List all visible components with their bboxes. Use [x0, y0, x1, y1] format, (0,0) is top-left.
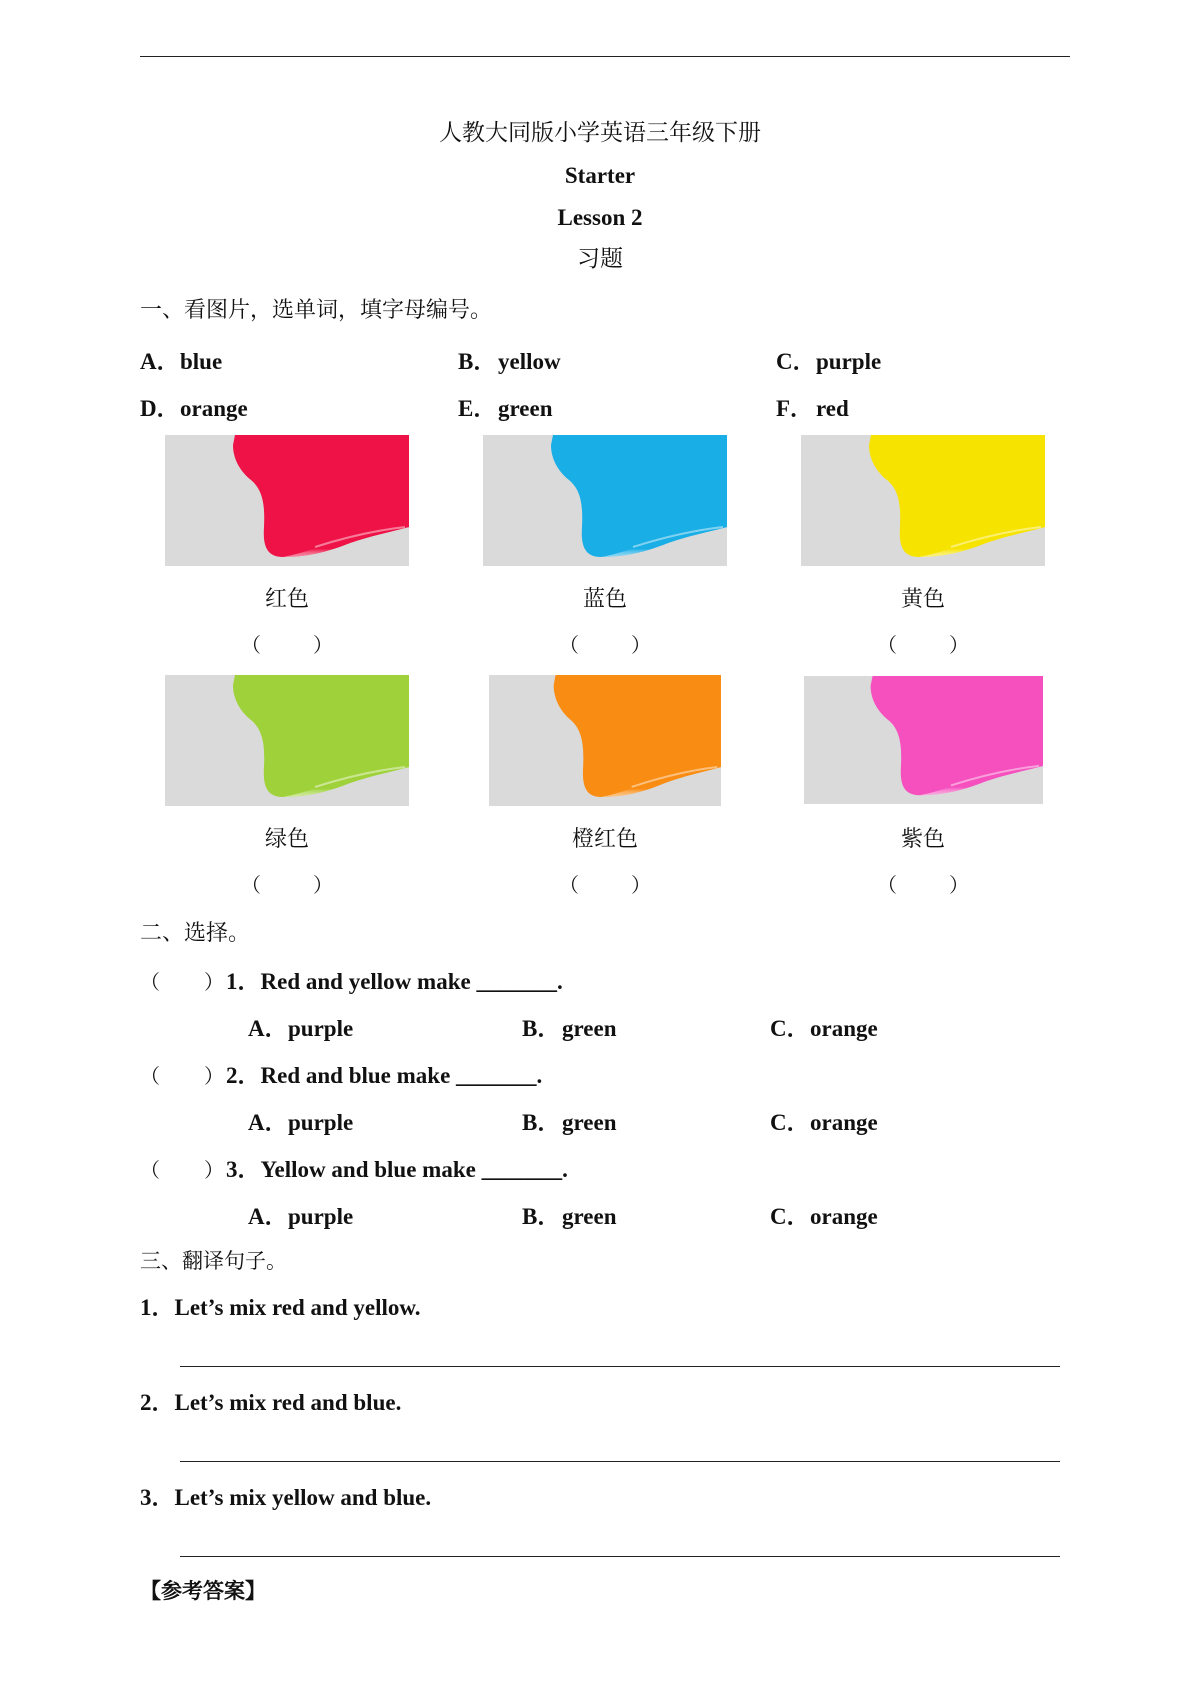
paint-swatch-red: [165, 435, 409, 566]
swatch-caption-blue: 蓝色: [582, 587, 627, 612]
answer-line[interactable]: [180, 1461, 1060, 1462]
translate-sentence-3: 3．Let’s mix yellow and blue.: [140, 1485, 432, 1510]
q2-choice-c: C．orange: [770, 1110, 878, 1135]
q3-choice-b: B．green: [522, 1204, 617, 1229]
lesson-title: Lesson 2: [557, 205, 643, 230]
answer-blank[interactable]: （ ）: [877, 873, 969, 897]
paint-swatch-green: [165, 675, 409, 806]
option-f: F． red: [776, 396, 849, 421]
paint-swatch-blue: [483, 435, 727, 566]
answer-blank[interactable]: （ ）: [140, 1158, 224, 1182]
answer-blank[interactable]: （ ）: [140, 970, 224, 994]
section3-heading: 三、翻译句子。: [140, 1249, 287, 1273]
top-rule: [140, 56, 1070, 57]
translate-sentence-2: 2．Let’s mix red and blue.: [140, 1390, 402, 1415]
answer-line[interactable]: [180, 1366, 1060, 1367]
unit-title: Starter: [564, 163, 636, 188]
answer-key-heading: 【参考答案】: [140, 1578, 266, 1603]
swatch-caption-orange: 橙红色: [571, 827, 638, 852]
q1-choice-c: C．orange: [770, 1016, 878, 1041]
translate-sentence-1: 1．Let’s mix red and yellow.: [140, 1295, 421, 1320]
answer-line[interactable]: [180, 1556, 1060, 1557]
answer-blank[interactable]: （ ）: [559, 633, 651, 657]
section2-heading: 二、选择。: [140, 921, 251, 946]
answer-blank[interactable]: （ ）: [241, 873, 333, 897]
question-3: （ ）3．Yellow and blue make _______.: [140, 1151, 568, 1184]
answer-blank[interactable]: （ ）: [559, 873, 651, 897]
section1-heading: 一、看图片，选单词，填字母编号。: [140, 298, 493, 323]
swatch-caption-red: 红色: [264, 587, 309, 612]
paint-swatch-purple: [804, 676, 1043, 804]
paint-swatch-yellow: [801, 435, 1045, 566]
option-e: E．green: [458, 396, 553, 421]
exercise-subtitle: 习题: [577, 246, 623, 272]
question-2: （ ）2．Red and blue make _______.: [140, 1057, 542, 1090]
answer-blank[interactable]: （ ）: [140, 1064, 224, 1088]
swatch-caption-purple: 紫色: [900, 827, 945, 852]
answer-blank[interactable]: （ ）: [241, 633, 333, 657]
swatch-caption-green: 绿色: [264, 827, 309, 852]
answer-blank[interactable]: （ ）: [877, 633, 969, 657]
option-c: C．purple: [776, 349, 882, 374]
option-a: A．blue: [140, 349, 223, 374]
q2-choice-b: B．green: [522, 1110, 617, 1135]
swatch-caption-yellow: 黄色: [900, 587, 945, 612]
document-title: 人教大同版小学英语三年级下册: [439, 120, 761, 146]
question-1: （ ）1．Red and yellow make _______.: [140, 963, 563, 996]
q3-choice-c: C．orange: [770, 1204, 878, 1229]
q2-choice-a: A．purple: [248, 1110, 354, 1135]
option-b: B．yellow: [458, 349, 561, 374]
q3-choice-a: A．purple: [248, 1204, 354, 1229]
paint-swatch-orange: [489, 675, 721, 806]
q1-choice-a: A．purple: [248, 1016, 354, 1041]
q1-choice-b: B．green: [522, 1016, 617, 1041]
option-d: D．orange: [140, 396, 248, 421]
